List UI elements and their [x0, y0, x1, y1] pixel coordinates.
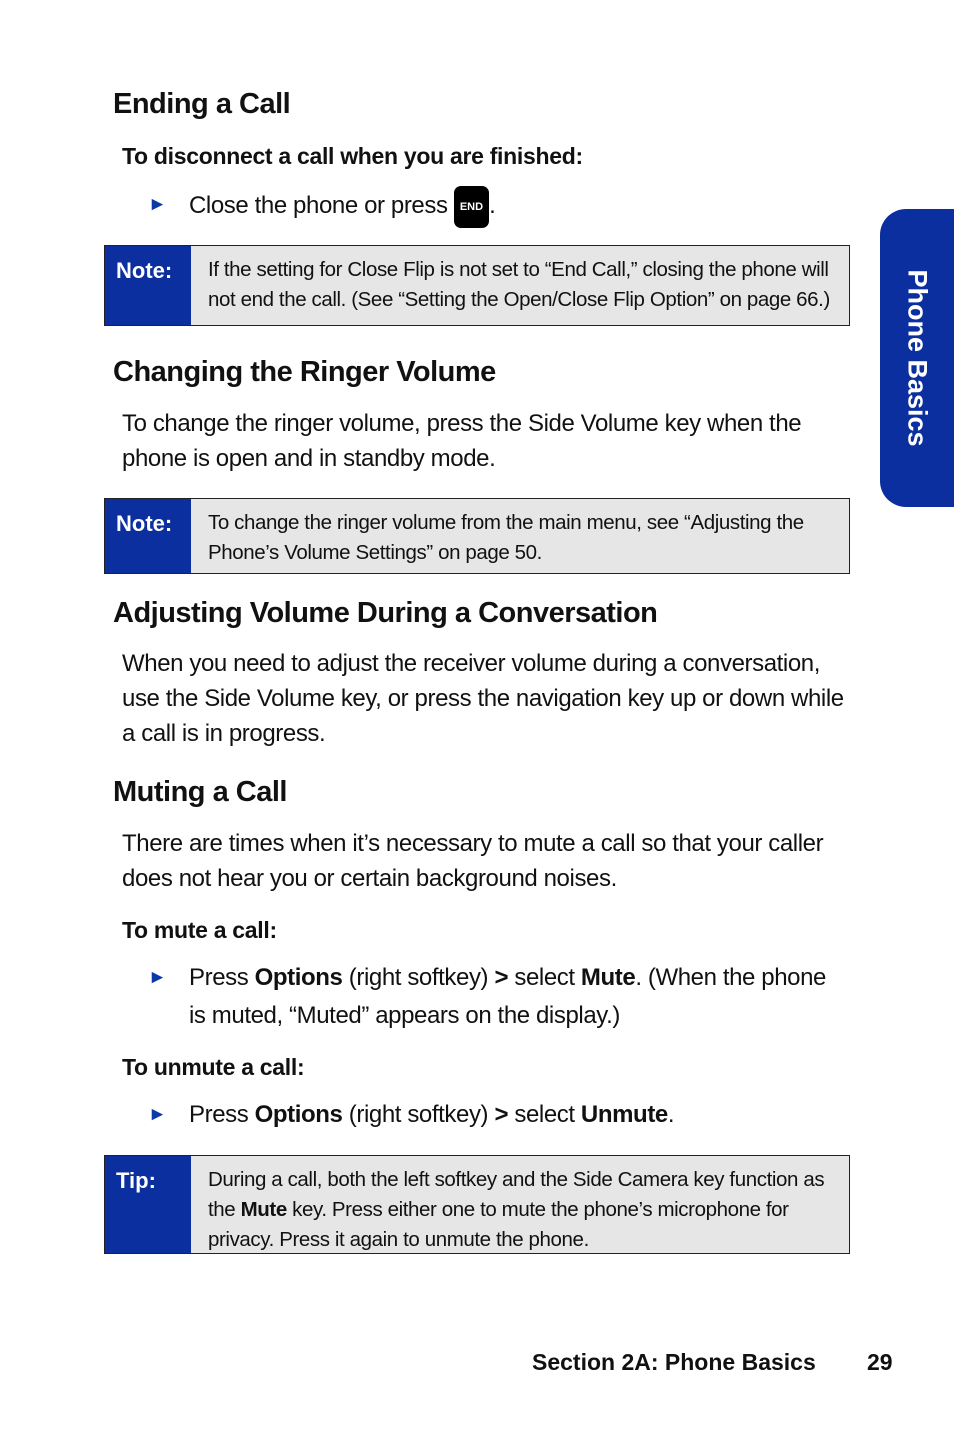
bullet-arrow-icon: ►: [148, 1104, 167, 1125]
press-text: Press: [189, 1101, 249, 1128]
tip-box-mute: [104, 1155, 850, 1254]
softkey-text: (right softkey): [348, 1101, 489, 1128]
tip-label-box: [105, 1156, 191, 1253]
note-box-ringer: [104, 498, 850, 574]
footer-page-number: 29: [867, 1349, 893, 1375]
press-text: Press: [189, 964, 249, 991]
muting-body: There are times when it’s necessary to mute a call so that your caller does not hear you or certain background noises.: [122, 830, 824, 892]
unmute-tail-text: .: [667, 1101, 675, 1128]
menu-arrow: >: [494, 964, 509, 991]
bullet-arrow-icon: ►: [148, 967, 167, 988]
note-box-close-flip: [104, 245, 850, 326]
select-text: select: [514, 1101, 575, 1128]
tip-mute-label: Mute: [240, 1198, 287, 1221]
heading-ringer-volume: Changing the Ringer Volume: [113, 356, 496, 388]
subheading-mute: To mute a call:: [122, 917, 277, 943]
note-label-box: [105, 499, 191, 573]
mute-tail-text: . (When the phone is muted, “Muted” appears on the display.): [189, 964, 826, 1029]
tip-label: Tip:: [116, 1168, 156, 1193]
note-text: To change the ringer volume from the main menu, see “Adjusting the Phone’s Volume Settings” on page 50.: [208, 511, 804, 564]
ringer-body: To change the ringer volume, press the Side Volume key when the phone is open and in standby mode.: [122, 410, 802, 472]
select-text: select: [514, 964, 575, 991]
menu-arrow: >: [494, 1101, 509, 1128]
heading-ending-a-call: Ending a Call: [113, 88, 291, 120]
mute-option-label: Mute: [580, 964, 636, 991]
tip-text: [208, 1165, 838, 1255]
subheading-disconnect: To disconnect a call when you are finished:: [122, 143, 583, 169]
bullet-arrow-icon: ►: [148, 194, 167, 215]
bullet-tail: .: [489, 192, 496, 219]
adjusting-body: When you need to adjust the receiver volume during a conversation, use the Side Volume key, or press the navigation key up or down while a call is in progress.: [122, 650, 844, 747]
footer-section-title: Section 2A: Phone Basics: [532, 1349, 816, 1375]
tip-text-pre: During a call, both the left softkey and the Side Camera key function as the: [208, 1168, 825, 1221]
note-text: If the setting for Close Flip is not set to “End Call,” closing the phone will not end the call. (See “Setting the Open/Close Flip Option” on page 66.): [208, 258, 830, 311]
options-key-label: Options: [254, 964, 343, 991]
side-tab-phone-basics: [880, 209, 954, 507]
heading-muting-a-call: Muting a Call: [113, 776, 287, 808]
tip-text-post: key. Press either one to mute the phone’s microphone for privacy. Press it again to unmute the phone.: [208, 1198, 789, 1251]
options-key-label: Options: [254, 1101, 343, 1128]
unmute-option-label: Unmute: [580, 1101, 668, 1128]
softkey-text: (right softkey): [348, 964, 489, 991]
note-label: Note:: [116, 511, 173, 536]
side-tab-label: Phone Basics: [902, 269, 933, 447]
note-label-box: [105, 246, 191, 325]
heading-adjusting-volume: Adjusting Volume During a Conversation: [113, 597, 658, 629]
note-label: Note:: [116, 258, 173, 283]
subheading-unmute: To unmute a call:: [122, 1054, 305, 1080]
bullet-text: Close the phone or press: [189, 192, 448, 219]
end-key-icon: END: [454, 186, 489, 228]
